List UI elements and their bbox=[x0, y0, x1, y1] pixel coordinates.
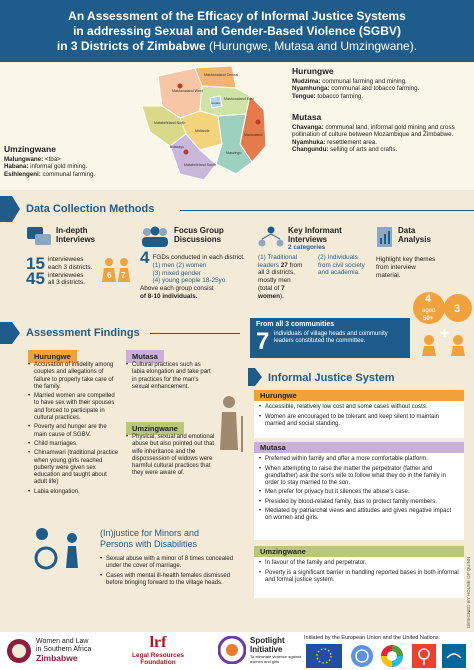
key-informant-interviews: Key Informant Interviews 2 categories (1) Traditional leaders 27 from all 3 districts, mostly men (total of 7 women). (2) Individuals from civil society and academia. bbox=[258, 226, 365, 300]
map-label-mw: Mashonaland West bbox=[172, 89, 203, 93]
list-item: • Cases with mental ill-health females dismissed before bringing forward to the village heads. bbox=[100, 573, 236, 588]
list-item: • Accusation of infidelity among couples and allegations of failure to properly take care of the family. bbox=[28, 362, 120, 391]
list-item: • Married women are compelled to have sex with their spouses and forced to participate in cultural practices. bbox=[28, 393, 120, 422]
stat-45: 45 bbox=[26, 269, 45, 289]
sdg-wheel-icon bbox=[380, 644, 404, 668]
people-icon bbox=[100, 256, 134, 284]
district-line: Mudzima: communal farming and mining. bbox=[292, 77, 407, 85]
stat-4: 4 bbox=[140, 248, 150, 267]
district-title: Hurungwe bbox=[292, 66, 334, 76]
tag-umzingwane: Umzingwane bbox=[126, 418, 184, 436]
svg-text:50+: 50+ bbox=[423, 316, 434, 322]
list-item: • When attempting to raise the matter the perpetrator (father and grandfather) ask the son's wife to follow what they do in the family in order to stay married to the son. bbox=[259, 466, 459, 488]
header-banner bbox=[0, 0, 474, 62]
list-item: • Chinamwari (traditional practice when young girls reached puberty were given sex education and taught about adult life) bbox=[28, 450, 120, 486]
chat-icon bbox=[26, 226, 52, 248]
lrf-logo: lrf Legal Resources Foundation bbox=[131, 634, 185, 666]
initiated-by: Initiated by the European Union and the United Nations: bbox=[304, 635, 441, 641]
list-item: • Accessible, relatively low cost and some cases without costs. bbox=[259, 404, 459, 411]
district-title: Umzingwane bbox=[4, 144, 56, 154]
section-arrow-icon bbox=[0, 196, 20, 222]
ijs-hurungwe-box bbox=[254, 390, 464, 438]
injustice-title: (In)justice for Minors and Persons with Disabilities bbox=[100, 528, 200, 549]
designer-credit: DESIGNED BY HOUSE OF QUINN bbox=[466, 556, 471, 628]
sdg5-gender-icon bbox=[412, 644, 436, 668]
disability-icon bbox=[28, 526, 88, 570]
ijs-title: Informal Justice System bbox=[268, 372, 395, 384]
title-line-1: An Assessment of the Efficacy of Informal Justice Systems bbox=[68, 9, 406, 23]
list-item: • Sexual abuse with a minor of 8 times concealed under the cover of marriage. bbox=[100, 556, 236, 571]
section-arrow-icon bbox=[0, 322, 20, 344]
list-item: • Women are encouraged to be tolerant and keep silent to maintain married and social standing. bbox=[259, 414, 459, 429]
map-label-manicaland: Manicaland bbox=[244, 133, 263, 137]
district-line: Malungwane: <tba> bbox=[4, 155, 61, 163]
map-label-midlands: Midlands bbox=[195, 129, 210, 133]
list-item: • Poverty and hunger are the main cause of SGBV. bbox=[28, 424, 120, 439]
dcm-divider bbox=[180, 210, 474, 211]
communities-box: From all 3 communities 7 individuals of village heads and community leaders constituted the committee. bbox=[250, 318, 410, 358]
list-item: • Cultural practices such as labia elongation and take part in practices for the man's sexual enhancement. bbox=[126, 362, 212, 391]
list-item: • Physical, sexual and emotional abuse but also pointed out that wife inheritance and the dispossession of widows were harmful cultural practices that they were aware of. bbox=[126, 434, 218, 478]
document-chart-icon bbox=[376, 226, 394, 248]
district-line: Nyamhuka: resettlement area. bbox=[292, 138, 377, 146]
ijs-umzingwane-list bbox=[254, 557, 464, 589]
map-province-mashonaland-east bbox=[200, 86, 250, 116]
district-line: Habana: informal gold mining. bbox=[4, 163, 88, 171]
spotlight-emblem-icon bbox=[218, 636, 246, 664]
findings-divider bbox=[150, 333, 240, 334]
district-line: Tengue: tobacco farming. bbox=[292, 92, 364, 100]
map-label-me: Mashonaland East bbox=[224, 97, 254, 101]
tag-mutasa: Mutasa bbox=[126, 346, 164, 364]
section-arrow-icon bbox=[248, 368, 262, 386]
map-label-mc: Mashonaland Central bbox=[204, 73, 239, 77]
district-mutasa bbox=[292, 114, 470, 154]
svg-text:3: 3 bbox=[454, 303, 461, 315]
map-label-mn: Matabeleland North bbox=[154, 121, 186, 125]
list-item: • Men prefer for privacy but it silences the abuse's case. bbox=[259, 489, 459, 496]
group-icon bbox=[140, 226, 170, 248]
ijs-mutasa-list bbox=[254, 453, 464, 527]
list-item: • Labia elongation. bbox=[28, 489, 120, 496]
svg-text:7: 7 bbox=[121, 271, 126, 280]
map-marker-mutasa bbox=[256, 120, 261, 125]
list-item: • Preferred within family and offer a more comfortable platform. bbox=[259, 456, 459, 463]
spotlight-logo: Spotlight Initiative To eliminate violence against women and girls bbox=[218, 636, 310, 664]
findings-title: Assessment Findings bbox=[26, 327, 140, 339]
title-line-2: in addressing Sexual and Gender-Based Violence (SGBV) bbox=[73, 24, 401, 38]
ijs-umzingwane-tag: Umzingwane bbox=[254, 546, 464, 557]
elders-circles bbox=[412, 280, 474, 358]
map-label-masvingo: Masvingo bbox=[226, 151, 242, 155]
map-section bbox=[0, 62, 474, 190]
tag-hurungwe: Hurungwe bbox=[28, 346, 77, 364]
injustice-list bbox=[100, 556, 236, 589]
svg-text:+: + bbox=[440, 325, 450, 342]
map-marker-umzingwane bbox=[184, 150, 189, 155]
list-item: • Poverty is a significant barrier in handling reported bases in both informal and formal justice system. bbox=[259, 570, 459, 585]
findings-umzingwane-list bbox=[126, 434, 218, 480]
district-line: Esihlengeni: communal farming. bbox=[4, 170, 96, 178]
list-item: • In favour of the family and perpetrator. bbox=[259, 560, 459, 567]
district-title: Mutasa bbox=[292, 112, 322, 122]
data-analysis: Data Analysis Highlight key themes from interview material. bbox=[376, 226, 436, 279]
sdg16-peace-icon bbox=[442, 644, 466, 668]
list-item: • Mediated by patriarchal views and attitudes and gives negative impact on women and girls. bbox=[259, 508, 459, 523]
network-icon bbox=[258, 226, 284, 248]
svg-text:aged: aged bbox=[422, 308, 436, 314]
ijs-mutasa-box bbox=[254, 442, 464, 540]
district-line: Nyamhunga: communal and tobacco farming. bbox=[292, 85, 420, 93]
stat-15: 15 bbox=[26, 253, 45, 273]
dcm-title: Data Collection Methods bbox=[26, 203, 155, 215]
footer-logos bbox=[0, 632, 474, 670]
ijs-umzingwane-box bbox=[254, 546, 464, 598]
elder-figure-icon bbox=[214, 394, 248, 454]
findings-hurungwe-list bbox=[28, 362, 120, 498]
indepth-interviews: In-depth Interviews 15 interviewees each 3 districts. 45 interviewees all 3 districts. bbox=[26, 226, 96, 289]
district-line: Changundu: selling of arts and crafts. bbox=[292, 146, 398, 154]
map-label-ms: Matabeleland South bbox=[184, 163, 216, 167]
svg-text:4: 4 bbox=[425, 293, 432, 305]
map-label-harare: Harare bbox=[211, 101, 221, 105]
focus-group-discussions: Focus Group Discussions 4 FGDs conducted in each district. (1) men (2) women (3) mixed gender (4) young people 18-25yo Above each group consist of 8-10 individuals. bbox=[140, 226, 245, 300]
district-hurungwe bbox=[292, 68, 470, 100]
ijs-hurungwe-tag: Hurungwe bbox=[254, 390, 464, 401]
list-item: • Presided by blood-related family, bias to protect family members. bbox=[259, 499, 459, 506]
title-line-3: in 3 Districts of Zimbabwe (Hurungwe, Mutasa and Umzingwane). bbox=[56, 39, 418, 53]
district-line: Chavanga: communal land, informal gold mining and cross pollination of culture between Mozambique and Zimbabwe. bbox=[292, 123, 455, 139]
wlsa-logo: Women and Law in Southern Africa Zimbabwe bbox=[6, 638, 91, 664]
map-label-bulawayo: Bulawayo bbox=[170, 145, 184, 149]
district-umzingwane bbox=[4, 146, 140, 178]
ijs-hurungwe-list bbox=[254, 401, 464, 433]
un-emblem-icon bbox=[350, 644, 374, 668]
ijs-mutasa-tag: Mutasa bbox=[254, 442, 464, 453]
list-item: • Child marriages. bbox=[28, 441, 120, 448]
findings-mutasa-list bbox=[126, 362, 212, 393]
zimbabwe-map bbox=[140, 66, 290, 184]
map-province-mashonaland-central bbox=[195, 66, 239, 88]
eu-flag-icon bbox=[306, 644, 342, 668]
wlsa-emblem-icon bbox=[6, 638, 32, 664]
svg-text:6: 6 bbox=[107, 271, 112, 280]
map-marker-hurungwe bbox=[178, 84, 183, 89]
